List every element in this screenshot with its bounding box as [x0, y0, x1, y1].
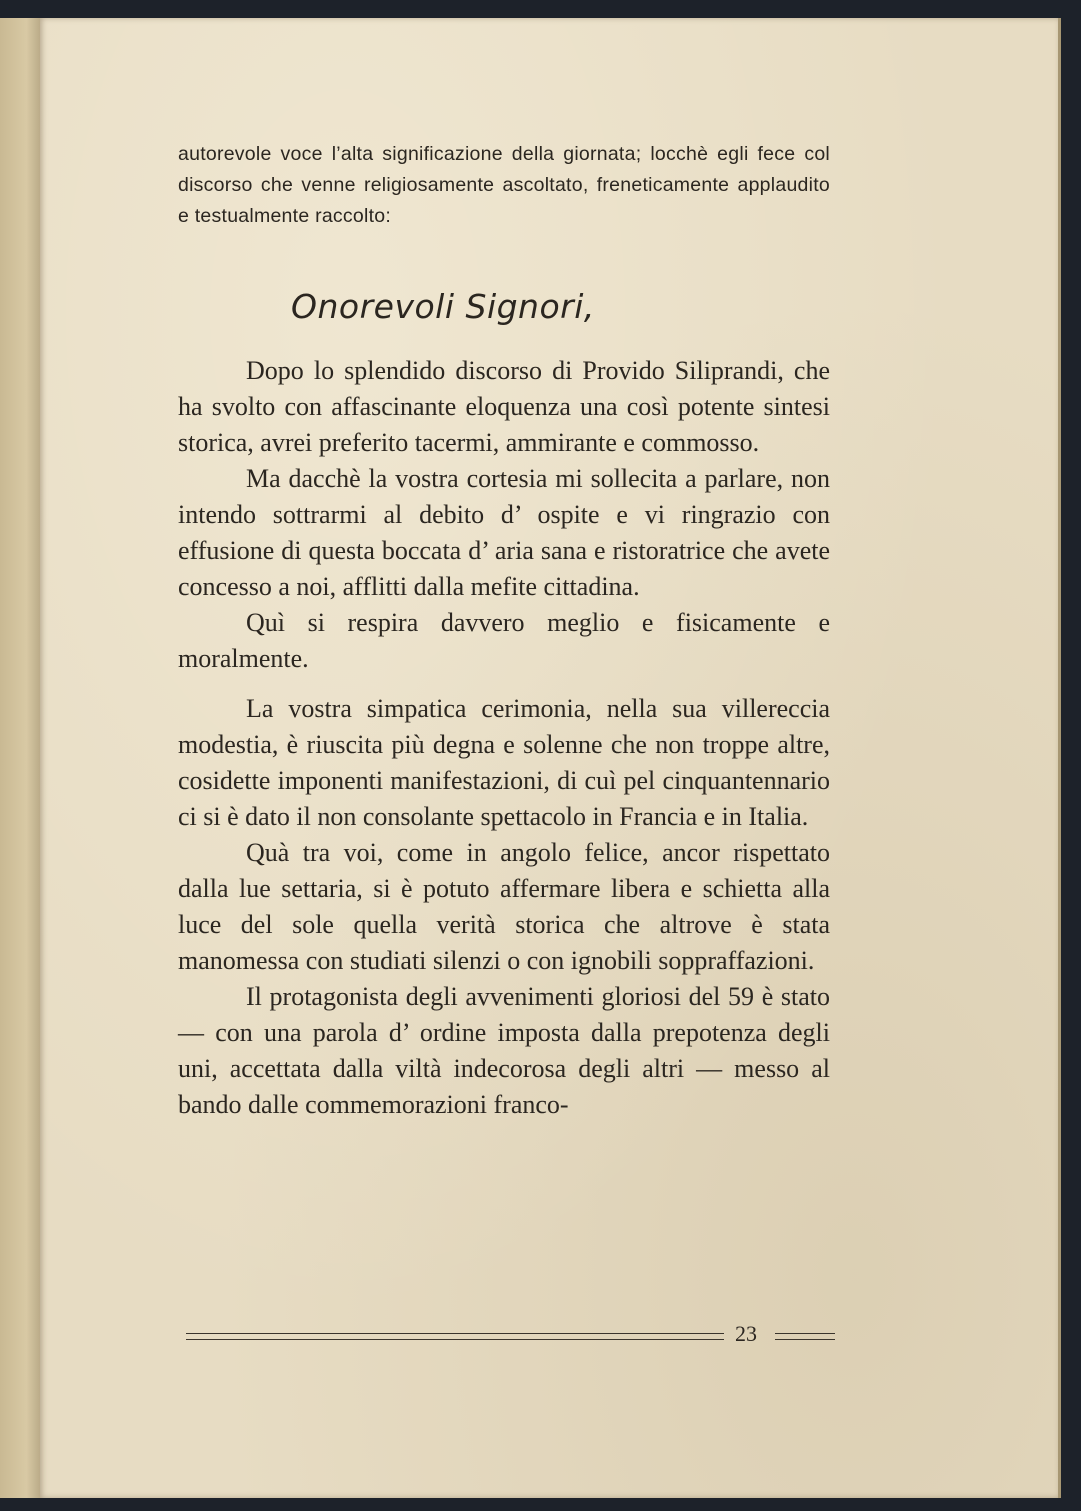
footer-rule-right: [775, 1333, 835, 1340]
speech-paragraph: Quì si respira davvero meglio e fisicamente e moralmente.: [178, 608, 830, 673]
page-sheet: [40, 18, 1061, 1498]
intro-paragraph: autorevole voce l’alta significazione della giornata; locchè egli fece col discorso che venne religiosamente ascoltato, freneticamente applaudito e testualmente raccolto:: [178, 143, 830, 227]
footer-rule-left: [186, 1333, 724, 1340]
text-block: [178, 139, 830, 1123]
page-number: 23: [735, 1321, 757, 1346]
speech-paragraph: Il protagonista degli avvenimenti gloriosi del 59 è stato — con una parola d’ ordine imposta dalla prepotenza degli uni, accettata dalla viltà indecorosa degli altri — messo al bando dalle commemorazioni franco-: [178, 982, 830, 1119]
speech-paragraph: Quà tra voi, come in angolo felice, ancor rispettato dalla lue settaria, si è potuto affermare libera e schietta alla luce del sole quella verità storica che altrove è stata manomessa con studiati silenzi o con ignobili soppraffazioni.: [178, 838, 830, 975]
page-footer: [186, 1321, 838, 1348]
speech-body: [178, 353, 830, 1123]
speech-paragraph: Dopo lo splendido discorso di Provido Siliprandi, che ha svolto con affascinante eloquenza una così potente sintesi storica, avrei preferito tacermi, ammirante e commosso.: [178, 356, 830, 457]
salutation-heading: Onorevoli Signori,: [291, 287, 595, 326]
speech-paragraph: Ma dacchè la vostra cortesia mi sollecita a parlare, non intendo sottrarmi al debito d’ ospite e vi ringrazio con effusione di questa boccata d’ aria sana e ristoratrice che avete concesso a noi, afflitti dalla mefite cittadina.: [178, 464, 830, 601]
speech-paragraph: La vostra simpatica cerimonia, nella sua villereccia modestia, è riuscita più degna e solenne che non troppe altre, cosidette imponenti manifestazioni, di cuì pel cinquantennario ci si è dato il non consolante spettacolo in Francia e in Italia.: [178, 694, 830, 831]
